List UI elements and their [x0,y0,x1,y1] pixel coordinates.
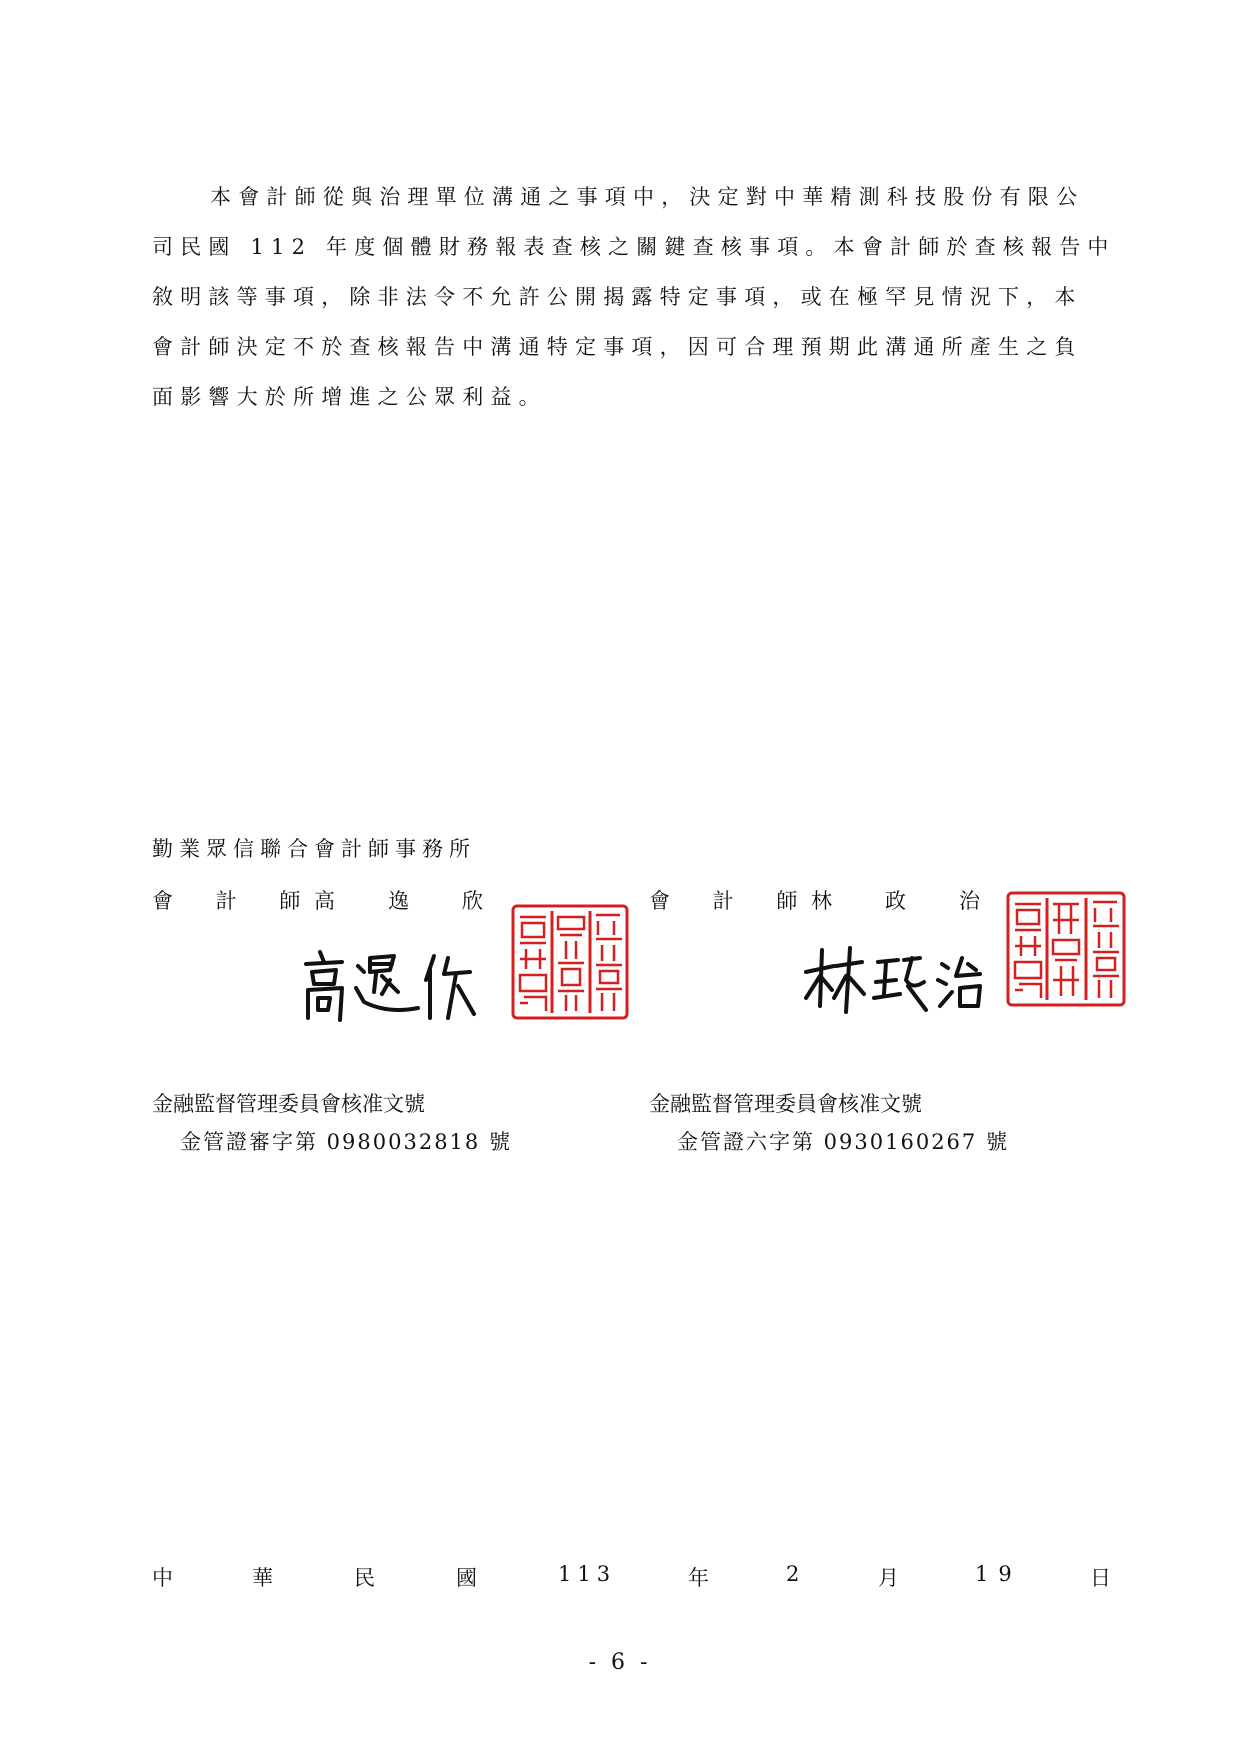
accountant-2-line [649,885,980,915]
approval-label: 金融監督管理委員會核准文號 [152,1092,425,1116]
paragraph-line: 本會計師從與治理單位溝通之事項中，決定對中華精測科技股份有限公 [210,185,1085,209]
handwritten-signature-1 [298,940,498,1030]
accountant-1-line [152,885,483,915]
date-part: 中 [152,1566,173,1590]
company-seal-1 [510,903,630,1021]
date-part: 113 [558,1562,617,1586]
date-part: 19 [975,1562,1022,1586]
date-part: 日 [1090,1566,1111,1590]
accountant-name-char: 治 [959,889,980,913]
date-part: 年 [688,1566,709,1590]
paragraph-line: 敘明該等事項，除非法令不允許公開揭露特定事項，或在極罕見情況下，本 [152,285,1083,309]
paragraph-line: 會計師決定不於查核報告中溝通特定事項，因可合理預期此溝通所產生之負 [152,335,1083,359]
accountant-name-char: 欣 [462,889,483,913]
date-part: 民 [354,1566,375,1590]
page-number: - 6 - [588,1650,652,1675]
approval-number: 金管證審字第 0980032818 號 [180,1130,512,1154]
approval-block-1 [152,1085,512,1161]
accountant-name-char: 政 [885,889,906,913]
accountant-title: 會 計 師 [649,889,816,913]
approval-label: 金融監督管理委員會核准文號 [649,1092,922,1116]
accountant-name-char: 林 [811,889,832,913]
approval-number: 金管證六字第 0930160267 號 [677,1130,1009,1154]
accountant-title: 會 計 師 [152,889,319,913]
accountant-name-char: 逸 [388,889,409,913]
date-part: 國 [456,1566,477,1590]
date-part: 月 [878,1566,899,1590]
paragraph-line: 面影響大於所增進之公眾利益。 [152,385,547,409]
handwritten-signature-2 [800,936,1000,1026]
accountant-name-char: 高 [314,889,335,913]
company-seal-2 [1005,890,1127,1008]
date-part: 華 [252,1566,273,1590]
paragraph-line: 司民國 112 年度個體財務報表查核之關鍵查核事項。本會計師於查核報告中 [152,235,1116,259]
date-part: 2 [786,1562,800,1586]
body-paragraph [152,172,1116,422]
firm-name: 勤業眾信聯合會計師事務所 [152,837,476,861]
approval-block-2 [649,1085,1009,1161]
